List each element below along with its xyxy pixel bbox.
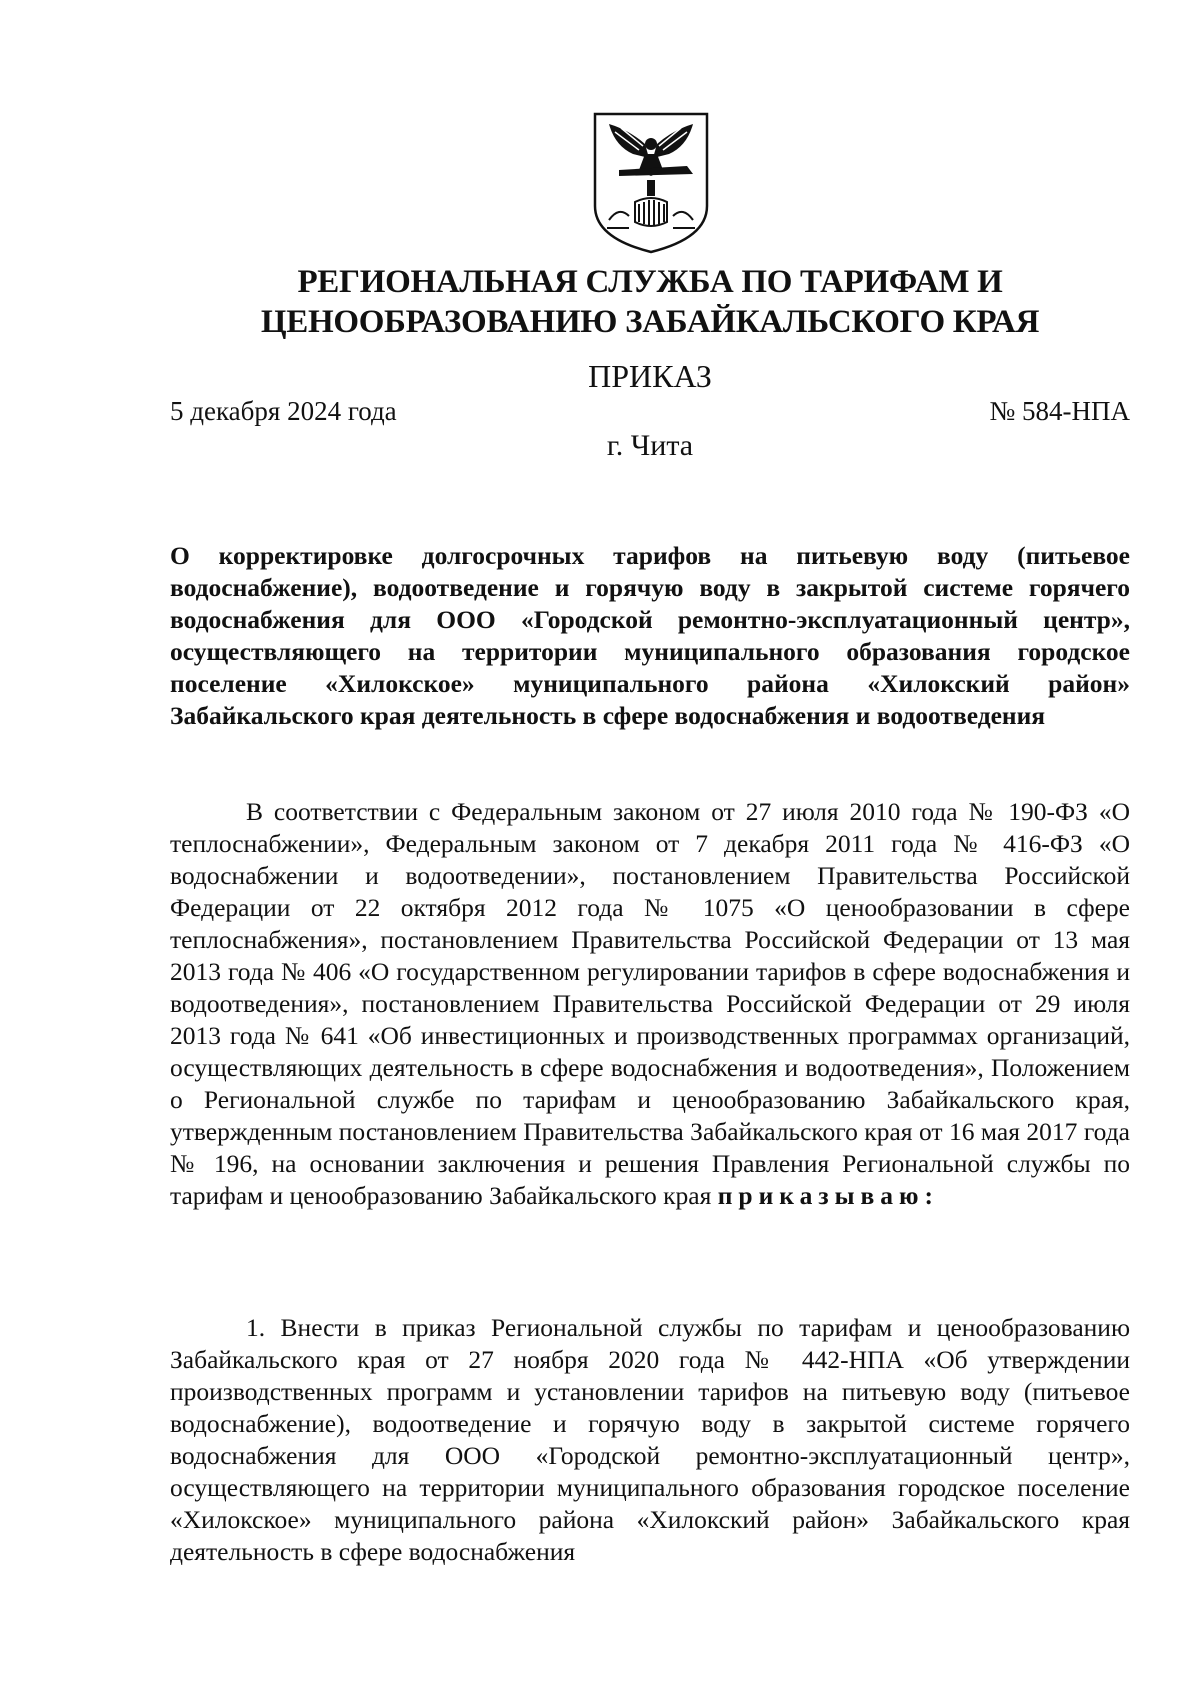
order-word: приказываю — [717, 1181, 925, 1210]
document-type: ПРИКАЗ — [588, 358, 712, 394]
agency-title: РЕГИОНАЛЬНАЯ СЛУЖБА ПО ТАРИФАМ И ЦЕНООБРАЗОВАНИЮ ЗАБАЙКАЛЬСКОГО КРАЯ — [260, 264, 1040, 340]
order-colon: : — [924, 1181, 934, 1210]
preamble-paragraph — [170, 796, 1130, 1212]
document-city: г. Чита — [606, 429, 694, 462]
document-subject: О корректировке долгосрочных тарифов на питьевую воду (питьевое водоснабжение), водоотведение и горячую воду в закрытой системе горячего водоснабжения для ООО «Городской ремонтно-эксплуатационный центр», осуществляющего на территории муниципального образования городское поселение «Хилокское» муниципального района «Хилокский район» Забайкальского края деятельность в сфере водоснабжения и водоотведения — [170, 541, 1130, 730]
coat-of-arms-icon — [589, 110, 713, 256]
emblem-graphic — [589, 110, 713, 256]
date-number-line — [170, 394, 1130, 428]
preamble-text: В соответствии с Федеральным законом от 27 июля 2010 года № 190-ФЗ «О теплоснабжении», Федеральным законом от 7 декабря 2011 года № 416-ФЗ «О водоснабжении и водоотведении», постановлением Правительства Российской Федерации от 22 октября 2012 года № 1075 «О ценообразовании в сфере теплоснабжения», постановлением Правительства Российской Федерации от 13 мая 2013 года № 406 «О государственном регулировании тарифов в сфере водоснабжения и водоотведения», постановлением Правительства Российской Федерации от 29 июля 2013 года № 641 «Об инвестиционных и производственных программах организаций, осуществляющих деятельность в сфере водоснабжения и водоотведения», Положением о Региональной службе по тарифам и ценообразованию Забайкальского края, утвержденным постановлением Правительства Забайкальского края от 16 мая 2017 года № 196, на основании заключения и решения Правления Региональной службы по тарифам и ценообразованию Забайкальского края — [170, 797, 1130, 1210]
item-1-paragraph: 1. Внести в приказ Региональной службы по тарифам и ценообразованию Забайкальского края от 27 ноября 2020 года № 442-НПА «Об утверждении производственных программ и установлении тарифов на питьевую воду (питьевое водоснабжение), водоотведение и горячую воду в закрытой системе горячего водоснабжения для ООО «Городской ремонтно-эксплуатационный центр», осуществляющего на территории муниципального образования городское поселение «Хилокское» муниципального района «Хилокский район» Забайкальского края деятельность в сфере водоснабжения — [170, 1313, 1130, 1566]
document-date: 5 декабря 2024 года — [170, 396, 397, 426]
document-number: № 584-НПА — [989, 396, 1130, 426]
